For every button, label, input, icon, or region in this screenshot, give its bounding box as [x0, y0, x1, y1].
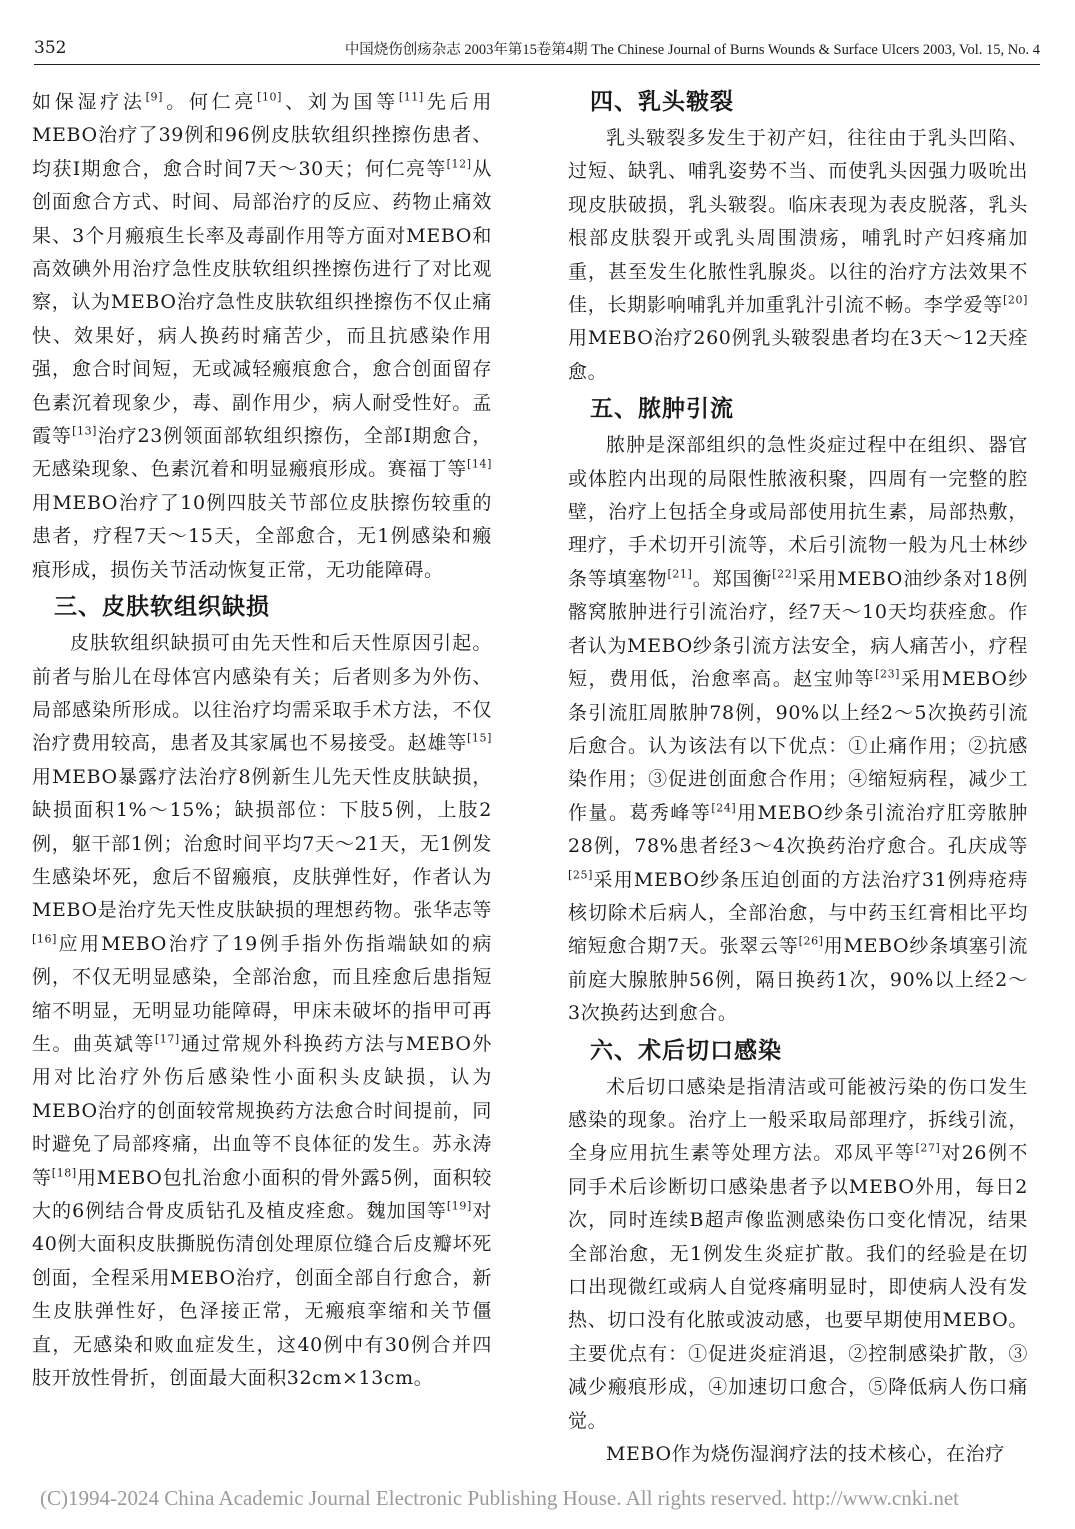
- citation[interactable]: [10]: [257, 90, 283, 104]
- page-number: 352: [34, 38, 67, 58]
- citation[interactable]: [12]: [446, 157, 472, 171]
- copyright-footer: (C)1994-2024 China Academic Journal Electronic Publishing House. All rights reserved. http://www.cnki.net: [40, 1486, 959, 1510]
- paragraph: MEBO作为烧伤湿润疗法的技术核心，在治疗: [606, 1443, 1005, 1466]
- citation[interactable]: [14]: [467, 458, 492, 472]
- section-heading-nipple-fissure: 四、乳头皲裂: [590, 89, 734, 115]
- citation[interactable]: [24]: [711, 801, 737, 815]
- section-heading-skin-defect: 三、皮肤软组织缺损: [54, 594, 270, 621]
- section-heading-incision-infection: 六、术后切口感染: [590, 1037, 782, 1064]
- citation[interactable]: [21]: [667, 567, 693, 581]
- left-column: [32, 86, 492, 1395]
- citation[interactable]: [25]: [568, 868, 593, 882]
- citation[interactable]: [11]: [398, 90, 424, 104]
- right-column: [568, 86, 1028, 1471]
- citation[interactable]: [27]: [915, 1142, 941, 1156]
- citation[interactable]: [22]: [772, 567, 798, 581]
- paragraph: 如保湿疗法[9]。何仁亮[10]、刘为国等[11]先后用MEBO治疗了39例和96例皮肤软组织挫擦伤患者、均获Ⅰ期愈合，愈合时间7天～30天；何仁亮等[12]从创面愈合方式、时间、局部治疗的反应、药物止痛效果、3个月瘢痕生长率及毒副作用等方面对MEBO和高效碘外用治疗急性皮肤软组织挫擦伤进行了对比观察，认为MEBO治疗急性皮肤软组织挫擦伤不仅止痛快、效果好，病人换药时痛苦少，而且抗感染作用强，愈合时间短，无或减轻瘢痕愈合，愈合创面留存色素沉着现象少，毒、副作用少，病人耐受性好。孟霞等[13]治疗23例领面部软组织擦伤，全部Ⅰ期愈合，无感染现象、色素沉着和明显瘢痕形成。赛福丁等[14]用MEBO治疗了10例四肢关节部位皮肤擦伤较重的患者，疗程7天～15天，全部愈合，无1例感染和瘢痕形成，损伤关节活动恢复正常，无功能障碍。: [32, 90, 492, 581]
- citation[interactable]: [18]: [51, 1166, 77, 1180]
- paragraph: 脓肿是深部组织的急性炎症过程中在组织、器官或体腔内出现的局限性脓液积聚，四周有一完整的腔壁，治疗上包括全身或局部使用抗生素，局部热敷，理疗，手术切开引流等，术后引流物一般为凡士林纱条等填塞物[21]。郑国衡[22]采用MEBO油纱条对18例髂窝脓肿进行引流治疗，经7天～10天均获痊愈。作者认为MEBO纱条引流方法安全，病人痛苦小，疗程短，费用低，治愈率高。赵宝帅等[23]采用MEBO纱条引流肛周脓肿78例，90%以上经2～5次换药引流后愈合。认为该法有以下优点：①止痛作用；②抗感染作用；③促进创面愈合作用；④缩短病程，减少工作量。葛秀峰等[24]用MEBO纱条引流治疗肛旁脓肿28例，78%患者经3～4次换药治疗愈合。孔庆成等[25]采用MEBO纱条压迫创面的方法治疗31例痔疮痔核切除术后病人，全部治愈，与中药玉红膏相比平均缩短愈合期7天。张翠云等[26]用MEBO纱条填塞引流前庭大腺脓肿56例，隔日换药1次，90%以上经2～3次换药达到愈合。: [568, 434, 1029, 1025]
- section-heading-abscess-drainage: 五、脓肿引流: [590, 396, 734, 423]
- citation[interactable]: [23]: [875, 667, 901, 681]
- page-header: [34, 34, 1040, 65]
- paragraph: 皮肤软组织缺损可由先天性和后天性原因引起。前者与胎儿在母体宫内感染有关；后者则多为外伤、局部感染所形成。以往治疗均需采取手术方法，不仅治疗费用较高，患者及其家属也不易接受。赵雄等[15]用MEBO暴露疗法治疗8例新生儿先天性皮肤缺损，缺损面积1%～15%；缺损部位：下肢5例，上肢2例，躯干部1例；治愈时间平均7天～21天，无1例发生感染坏死，愈后不留瘢痕，皮肤弹性好，作者认为MEBO是治疗先天性皮肤缺损的理想药物。张华志等[16]应用MEBO治疗了19例手指外伤指端缺如的病例，不仅无明显感染，全部治愈，而且痊愈后患指短缩不明显，无明显功能障碍，甲床未破坏的指甲可再生。曲英斌等[17]通过常规外科换药方法与MEBO外用对比治疗外伤后感染性小面积头皮缺损，认为MEBO治疗的创面较常规换药方法愈合时间提前，同时避免了局部疼痛，出血等不良体征的发生。苏永涛等[18]用MEBO包扎治愈小面积的骨外露5例，面积较大的6例结合骨皮质钻孔及植皮痊愈。魏加国等[19]对40例大面积皮肤撕脱伤清创处理原位缝合后皮瓣坏死创面，全程采用MEBO治疗，创面全部自行愈合，新生皮肤弹性好，色泽接正常，无瘢痕挛缩和关节僵直，无感染和败血症发生，这40例中有30例合并四肢开放性骨折，创面最大面积32cm×13cm。: [32, 632, 492, 1390]
- citation[interactable]: [26]: [798, 935, 824, 949]
- citation[interactable]: [16]: [32, 932, 57, 946]
- citation[interactable]: [9]: [145, 90, 164, 104]
- paragraph: 乳头皲裂多发生于初产妇，往往由于乳头凹陷、过短、缺乳、哺乳姿势不当、而使乳头因强力吸吮出现皮肤破损，乳头皲裂。临床表现为表皮脱落，乳头根部皮肤裂开或乳头周围溃疡，哺乳时产妇疼痛加重，甚至发生化脓性乳腺炎。以往的治疗方法效果不佳，长期影响哺乳并加重乳汁引流不畅。李学爱等[20]用MEBO治疗260例乳头皲裂患者均在3天～12天痊愈。: [568, 127, 1028, 383]
- paragraph: 术后切口感染是指清洁或可能被污染的伤口发生感染的现象。治疗上一般采取局部理疗，拆线引流，全身应用抗生素等处理方法。邓凤平等[27]对26例不同手术后诊断切口感染患者予以MEBO外用，每日2次，同时连续B超声像监测感染伤口变化情况，结果全部治愈，无1例发生炎症扩散。我们的经验是在切口出现微红或病人自觉疼痛明显时，即使病人没有发热、切口没有化脓或波动感，也要早期使用MEBO。主要优点有：①促进炎症消退，②控制感染扩散，③减少瘢痕形成，④加速切口愈合，⑤降低病人伤口痛觉。: [568, 1075, 1028, 1432]
- citation[interactable]: [20]: [1003, 293, 1028, 307]
- citation[interactable]: [13]: [72, 424, 98, 438]
- citation[interactable]: [15]: [467, 731, 492, 745]
- running-title: 中国烧伤创疡杂志 2003年第15卷第4期 The Chinese Journal of Burns Wounds & Surface Ulcers 2003, Vol. 15, No. 4: [344, 42, 1040, 58]
- citation[interactable]: [19]: [446, 1199, 472, 1213]
- citation[interactable]: [17]: [154, 1032, 180, 1046]
